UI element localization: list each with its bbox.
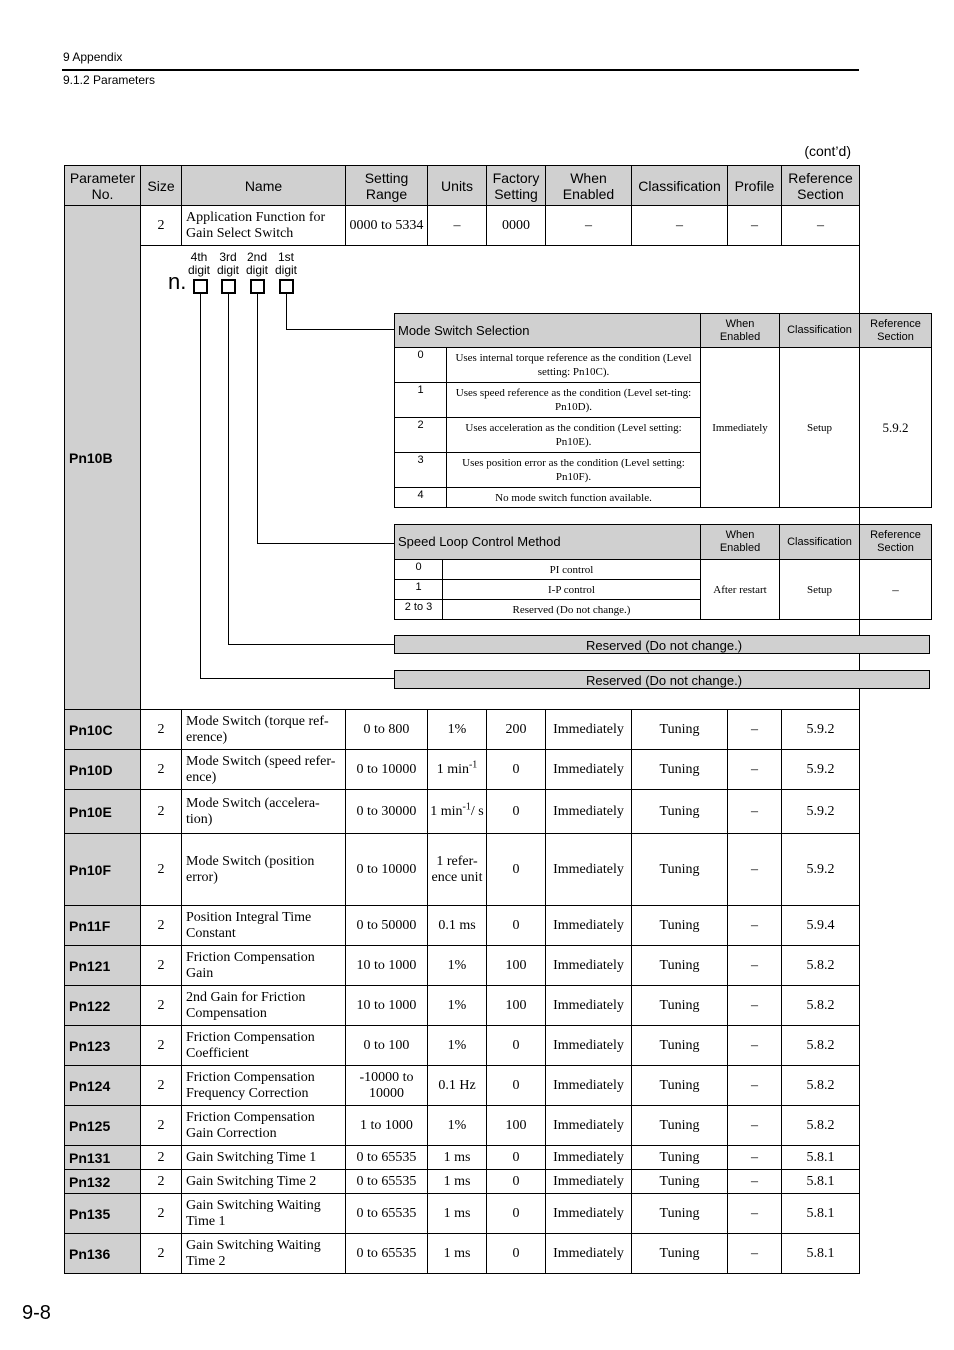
param-size: 2 <box>141 1026 182 1066</box>
param-profile: – <box>728 710 782 750</box>
param-name: Friction Compensation Coefficient <box>182 1026 346 1066</box>
param-ref: 5.9.4 <box>782 906 860 946</box>
speed-loop-class: Setup <box>780 560 860 620</box>
param-factory: 0 <box>487 906 546 946</box>
mode-switch-value: 4 <box>395 488 447 508</box>
digit-label-3rd: 3rd digit <box>216 250 239 277</box>
param-units <box>428 1026 487 1066</box>
param-size: 2 <box>141 206 182 246</box>
connector-4th-h <box>200 678 394 679</box>
param-ref: 5.8.1 <box>782 1170 860 1194</box>
param-class: Tuning <box>632 834 728 906</box>
param-name: Gain Switching Waiting Time 1 <box>182 1194 346 1234</box>
digit-diagram <box>141 246 921 710</box>
table-row <box>65 1234 860 1274</box>
param-no: Pn124 <box>65 1066 141 1106</box>
table-row <box>65 1146 860 1170</box>
parameter-table <box>64 165 921 1274</box>
table-row <box>65 1026 860 1066</box>
param-units <box>428 1170 487 1194</box>
param-profile: – <box>728 1194 782 1234</box>
param-units <box>428 790 487 834</box>
param-when: Immediately <box>546 710 632 750</box>
col-when-enabled: When Enabled <box>546 166 632 206</box>
table-row <box>65 1106 860 1146</box>
param-no: Pn121 <box>65 946 141 986</box>
param-units <box>428 1234 487 1274</box>
mode-switch-ref-header: Reference Section <box>860 314 932 348</box>
param-when: Immediately <box>546 906 632 946</box>
param-ref: 5.8.1 <box>782 1146 860 1170</box>
units-base: 1 min <box>436 761 469 777</box>
mode-switch-desc: Uses internal torque reference as the condition (Level setting: Pn10C). <box>447 348 701 383</box>
digit-label-4th: 4th digit <box>187 250 210 277</box>
units-base: 1% <box>447 957 467 973</box>
connector-1st <box>286 294 287 329</box>
section-header: 9.1.2 Parameters <box>63 73 156 87</box>
table-row <box>65 1194 860 1234</box>
param-range: 0 to 65535 <box>346 1194 428 1234</box>
param-range: 10 to 1000 <box>346 986 428 1026</box>
param-units <box>428 1146 487 1170</box>
param-size: 2 <box>141 1194 182 1234</box>
speed-loop-class-header: Classification <box>780 525 860 560</box>
param-factory: 0000 <box>487 206 546 246</box>
param-class: Tuning <box>632 710 728 750</box>
table-row <box>65 710 860 750</box>
units-exponent: -1 <box>468 758 478 770</box>
param-units <box>428 986 487 1026</box>
param-ref: 5.9.2 <box>782 790 860 834</box>
param-no: Pn125 <box>65 1106 141 1146</box>
param-name: Gain Switching Time 2 <box>182 1170 346 1194</box>
param-no: Pn10F <box>65 834 141 906</box>
mode-switch-title: Mode Switch Selection <box>395 314 701 348</box>
digit-label-1st: 1st digit <box>274 250 297 277</box>
digit-box-1st <box>279 279 294 294</box>
param-no: Pn136 <box>65 1234 141 1274</box>
speed-loop-value: 2 to 3 <box>395 600 443 620</box>
units-base: 1 ms <box>443 1245 471 1261</box>
param-profile: – <box>728 1066 782 1106</box>
units-base: 0.1 ms <box>438 917 476 933</box>
param-class: Tuning <box>632 1170 728 1194</box>
param-profile: – <box>728 1170 782 1194</box>
param-ref: 5.8.1 <box>782 1234 860 1274</box>
param-when: – <box>546 206 632 246</box>
continued-label: (cont’d) <box>804 143 851 159</box>
param-factory: 0 <box>487 1234 546 1274</box>
param-factory: 200 <box>487 710 546 750</box>
units-base: 1% <box>447 1117 467 1133</box>
mode-switch-value: 0 <box>395 348 447 383</box>
param-when: Immediately <box>546 946 632 986</box>
table-row <box>65 1170 860 1194</box>
param-units <box>428 906 487 946</box>
connector-3rd-h <box>228 644 394 645</box>
param-size: 2 <box>141 790 182 834</box>
param-no: Pn132 <box>65 1170 141 1194</box>
param-size: 2 <box>141 946 182 986</box>
mode-switch-value: 3 <box>395 453 447 488</box>
units-base: 1 refer-ence unit <box>431 853 483 885</box>
connector-3rd <box>228 294 229 644</box>
units-base: 0.1 Hz <box>438 1077 476 1093</box>
param-units <box>428 1106 487 1146</box>
table-row <box>65 1066 860 1106</box>
param-name: Application Function for Gain Select Switch <box>182 206 346 246</box>
param-no: Pn123 <box>65 1026 141 1066</box>
param-ref: – <box>782 206 860 246</box>
param-units: – <box>428 206 487 246</box>
param-profile: – <box>728 1234 782 1274</box>
units-base: 1% <box>447 721 467 737</box>
param-range: 0 to 30000 <box>346 790 428 834</box>
param-size: 2 <box>141 906 182 946</box>
param-when: Immediately <box>546 1106 632 1146</box>
mode-switch-enabled: Immediately <box>701 348 780 508</box>
param-name: Friction Compensation Gain Correction <box>182 1106 346 1146</box>
param-range: 10 to 1000 <box>346 946 428 986</box>
param-when: Immediately <box>546 1234 632 1274</box>
connector-1st-h <box>286 329 394 330</box>
param-units <box>428 710 487 750</box>
param-range: 0000 to 5334 <box>346 206 428 246</box>
param-units <box>428 750 487 790</box>
table-row <box>65 834 860 906</box>
param-no: Pn122 <box>65 986 141 1026</box>
speed-loop-desc: Reserved (Do not change.) <box>443 600 701 620</box>
param-units <box>428 946 487 986</box>
param-no: Pn10D <box>65 750 141 790</box>
param-no: Pn11F <box>65 906 141 946</box>
param-class: Tuning <box>632 790 728 834</box>
speed-loop-desc: I-P control <box>443 580 701 600</box>
param-ref: 5.8.2 <box>782 1106 860 1146</box>
param-profile: – <box>728 834 782 906</box>
param-when: Immediately <box>546 834 632 906</box>
speed-loop-value: 1 <box>395 580 443 600</box>
param-class: Tuning <box>632 1194 728 1234</box>
param-class: Tuning <box>632 1106 728 1146</box>
units-tail: / s <box>470 803 484 819</box>
param-profile: – <box>728 206 782 246</box>
units-base: 1 ms <box>443 1205 471 1221</box>
col-param-no: Parameter No. <box>65 166 141 206</box>
digit-prefix: n. <box>168 269 187 294</box>
speed-loop-title: Speed Loop Control Method <box>395 525 701 560</box>
param-name: Mode Switch (accelera-tion) <box>182 790 346 834</box>
units-base: 1 min <box>430 803 463 819</box>
mode-switch-desc: No mode switch function available. <box>447 488 701 508</box>
speed-loop-ref: – <box>860 560 932 620</box>
param-profile: – <box>728 986 782 1026</box>
mode-switch-value: 1 <box>395 383 447 418</box>
param-profile: – <box>728 1106 782 1146</box>
param-ref: 5.8.2 <box>782 946 860 986</box>
digit-box-4th <box>193 279 208 294</box>
reserved-4th-digit: Reserved (Do not change.) <box>394 670 930 689</box>
param-class: Tuning <box>632 1234 728 1274</box>
units-base: 1% <box>447 997 467 1013</box>
param-class: – <box>632 206 728 246</box>
param-name: Mode Switch (position error) <box>182 834 346 906</box>
param-factory: 0 <box>487 1146 546 1170</box>
param-name: Gain Switching Time 1 <box>182 1146 346 1170</box>
param-name: Mode Switch (torque ref-erence) <box>182 710 346 750</box>
table-row <box>65 946 860 986</box>
param-when: Immediately <box>546 1066 632 1106</box>
mode-switch-when-header: When Enabled <box>701 314 780 348</box>
param-class: Tuning <box>632 1026 728 1066</box>
table-row <box>65 750 860 790</box>
param-size: 2 <box>141 1146 182 1170</box>
speed-loop-desc: PI control <box>443 560 701 580</box>
param-size: 2 <box>141 1066 182 1106</box>
col-setting-range: Setting Range <box>346 166 428 206</box>
param-range: 0 to 800 <box>346 710 428 750</box>
connector-2nd-h <box>257 543 394 544</box>
param-when: Immediately <box>546 750 632 790</box>
table-row-pn10b <box>65 206 860 246</box>
param-profile: – <box>728 906 782 946</box>
param-range: 0 to 65535 <box>346 1170 428 1194</box>
param-name: Mode Switch (speed refer-ence) <box>182 750 346 790</box>
param-ref: 5.8.2 <box>782 986 860 1026</box>
param-factory: 0 <box>487 790 546 834</box>
mode-switch-desc: Uses acceleration as the condition (Level setting: Pn10E). <box>447 418 701 453</box>
param-units <box>428 1194 487 1234</box>
mode-switch-class: Setup <box>780 348 860 508</box>
param-factory: 100 <box>487 1106 546 1146</box>
param-factory: 0 <box>487 1194 546 1234</box>
param-name: Position Integral Time Constant <box>182 906 346 946</box>
param-ref: 5.9.2 <box>782 710 860 750</box>
mode-switch-class-header: Classification <box>780 314 860 348</box>
param-name: Gain Switching Waiting Time 2 <box>182 1234 346 1274</box>
col-classification: Classification <box>632 166 728 206</box>
param-class: Tuning <box>632 906 728 946</box>
param-size: 2 <box>141 986 182 1026</box>
digit-label-2nd: 2nd digit <box>245 250 268 277</box>
param-no: Pn10C <box>65 710 141 750</box>
col-factory-setting: Factory Setting <box>487 166 546 206</box>
param-profile: – <box>728 1026 782 1066</box>
param-size: 2 <box>141 1170 182 1194</box>
reserved-3rd-digit: Reserved (Do not change.) <box>394 635 930 654</box>
param-range: 0 to 10000 <box>346 750 428 790</box>
digit-box-2nd <box>250 279 265 294</box>
speed-loop-when-header: When Enabled <box>701 525 780 560</box>
mode-switch-table <box>394 313 932 508</box>
units-base: 1 ms <box>443 1173 471 1189</box>
param-size: 2 <box>141 710 182 750</box>
param-when: Immediately <box>546 1170 632 1194</box>
page-number: 9-8 <box>22 1302 51 1324</box>
table-row <box>65 986 860 1026</box>
param-range: -10000 to 10000 <box>346 1066 428 1106</box>
param-range: 0 to 100 <box>346 1026 428 1066</box>
param-profile: – <box>728 946 782 986</box>
col-size: Size <box>141 166 182 206</box>
param-size: 2 <box>141 1234 182 1274</box>
col-profile: Profile <box>728 166 782 206</box>
units-exponent: -1 <box>462 800 471 812</box>
units-base: 1% <box>447 1037 467 1053</box>
param-factory: 0 <box>487 834 546 906</box>
param-range: 1 to 1000 <box>346 1106 428 1146</box>
pn10b-detail-row <box>65 246 860 710</box>
param-name: Friction Compensation Frequency Correction <box>182 1066 346 1106</box>
param-ref: 5.8.1 <box>782 1194 860 1234</box>
speed-loop-ref-header: Reference Section <box>860 525 932 560</box>
param-range: 0 to 50000 <box>346 906 428 946</box>
param-when: Immediately <box>546 790 632 834</box>
table-row <box>65 790 860 834</box>
digit-box-3rd <box>221 279 236 294</box>
param-when: Immediately <box>546 986 632 1026</box>
param-ref: 5.9.2 <box>782 750 860 790</box>
param-no: Pn135 <box>65 1194 141 1234</box>
param-class: Tuning <box>632 946 728 986</box>
param-factory: 100 <box>487 986 546 1026</box>
param-name: Friction Compensation Gain <box>182 946 346 986</box>
param-ref: 5.8.2 <box>782 1066 860 1106</box>
speed-loop-enabled: After restart <box>701 560 780 620</box>
col-reference-section: Reference Section <box>782 166 860 206</box>
param-units <box>428 1066 487 1106</box>
param-factory: 100 <box>487 946 546 986</box>
connector-4th <box>200 294 201 678</box>
chapter-header: 9 Appendix <box>63 50 123 64</box>
param-factory: 0 <box>487 750 546 790</box>
param-range: 0 to 65535 <box>346 1234 428 1274</box>
param-class: Tuning <box>632 750 728 790</box>
param-no: Pn131 <box>65 1146 141 1170</box>
speed-loop-value: 0 <box>395 560 443 580</box>
param-size: 2 <box>141 834 182 906</box>
mode-switch-desc: Uses speed reference as the condition (Level set-ting: Pn10D). <box>447 383 701 418</box>
param-profile: – <box>728 750 782 790</box>
param-class: Tuning <box>632 1066 728 1106</box>
header-rule <box>62 69 859 71</box>
col-units: Units <box>428 166 487 206</box>
param-ref: 5.8.2 <box>782 1026 860 1066</box>
param-when: Immediately <box>546 1194 632 1234</box>
param-name: 2nd Gain for Friction Compensation <box>182 986 346 1026</box>
param-ref: 5.9.2 <box>782 834 860 906</box>
table-header-row <box>65 166 860 206</box>
param-size: 2 <box>141 1106 182 1146</box>
connector-2nd <box>257 294 258 543</box>
param-units <box>428 834 487 906</box>
param-when: Immediately <box>546 1146 632 1170</box>
param-when: Immediately <box>546 1026 632 1066</box>
param-range: 0 to 10000 <box>346 834 428 906</box>
mode-switch-ref: 5.9.2 <box>860 348 932 508</box>
param-class: Tuning <box>632 986 728 1026</box>
param-profile: – <box>728 1146 782 1170</box>
speed-loop-table <box>394 524 932 620</box>
table-row <box>65 906 860 946</box>
mode-switch-desc: Uses position error as the condition (Level setting: Pn10F). <box>447 453 701 488</box>
units-base: 1 ms <box>443 1149 471 1165</box>
param-class: Tuning <box>632 1146 728 1170</box>
col-name: Name <box>182 166 346 206</box>
param-no: Pn10E <box>65 790 141 834</box>
param-factory: 0 <box>487 1066 546 1106</box>
param-factory: 0 <box>487 1026 546 1066</box>
param-range: 0 to 65535 <box>346 1146 428 1170</box>
mode-switch-value: 2 <box>395 418 447 453</box>
param-no: Pn10B <box>65 206 141 710</box>
param-factory: 0 <box>487 1170 546 1194</box>
param-profile: – <box>728 790 782 834</box>
param-size: 2 <box>141 750 182 790</box>
